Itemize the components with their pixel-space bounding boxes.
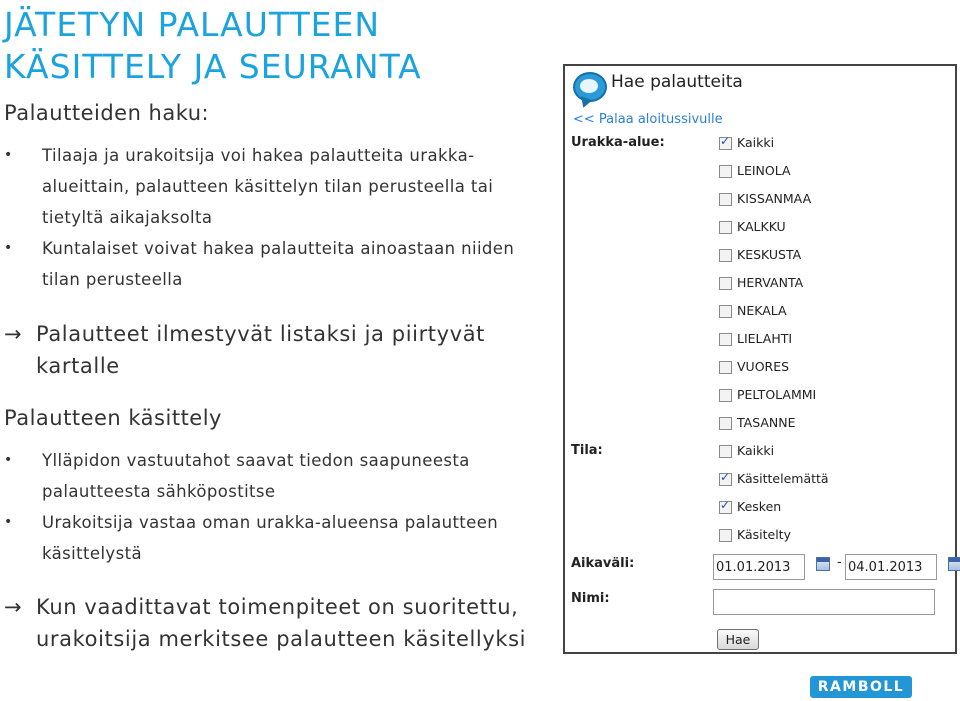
area-checkbox-label: KESKUSTA xyxy=(737,247,802,262)
status-checkbox-label: Käsittelemättä xyxy=(737,471,829,486)
status-checkbox[interactable] xyxy=(719,445,732,458)
bullet-symbol: • xyxy=(4,240,13,256)
area-label: Urakka-alue: xyxy=(571,135,665,150)
speech-bubble-icon xyxy=(573,72,607,102)
area-checkbox-label: NEKALA xyxy=(737,303,787,318)
date-from-input[interactable] xyxy=(713,554,805,580)
panel-title: Hae palautteita xyxy=(611,72,743,92)
status-checkbox[interactable] xyxy=(719,473,732,486)
area-checkbox-label: TASANNE xyxy=(737,415,796,430)
status-checkbox[interactable] xyxy=(719,529,732,542)
name-label: Nimi: xyxy=(571,591,610,606)
area-checkbox[interactable] xyxy=(719,193,732,206)
name-input[interactable] xyxy=(713,589,935,615)
search-feedback-panel xyxy=(563,64,957,654)
bullet-symbol: • xyxy=(4,452,13,468)
area-checkbox-label: Kaikki xyxy=(737,135,775,150)
date-to-input[interactable] xyxy=(845,554,937,580)
calendar-icon[interactable] xyxy=(948,557,960,571)
arrow-point-list-map: → Palautteet ilmestyvät listaksi ja piirtyvät kartalle xyxy=(4,318,544,382)
area-checkbox[interactable] xyxy=(719,389,732,402)
arrow-right-icon: → xyxy=(4,322,23,346)
area-checkbox-label: KALKKU xyxy=(737,219,786,234)
section-heading-processing: Palautteen käsittely xyxy=(4,406,222,430)
bullet-symbol: • xyxy=(4,147,13,163)
area-checkbox-label: VUORES xyxy=(737,359,790,374)
bullet-item: • Urakoitsija vastaa oman urakka-alueensa palautteen käsittelystä xyxy=(4,507,544,569)
status-label: Tila: xyxy=(571,443,603,458)
area-checkbox-label: PELTOLAMMI xyxy=(737,387,817,402)
area-checkbox[interactable] xyxy=(719,333,732,346)
section-heading-search: Palautteiden haku: xyxy=(4,101,210,125)
calendar-icon[interactable] xyxy=(816,557,830,571)
back-to-home-link[interactable]: << Palaa aloitussivulle xyxy=(573,112,723,127)
bullet-item: • Kuntalaiset voivat hakea palautteita ainoastaan niiden tilan perusteella xyxy=(4,233,544,295)
area-checkbox[interactable] xyxy=(719,277,732,290)
search-button[interactable]: Hae xyxy=(717,629,759,650)
ramboll-logo: RAMBOLL xyxy=(810,676,912,698)
date-separator: - xyxy=(837,555,842,570)
slide-title: JÄTETYN PALAUTTEEN KÄSITTELY JA SEURANTA xyxy=(4,5,422,86)
status-checkbox[interactable] xyxy=(719,501,732,514)
status-checkbox-label: Kaikki xyxy=(737,443,775,458)
status-checkbox-label: Kesken xyxy=(737,499,782,514)
area-checkbox-label: KISSANMAA xyxy=(737,191,812,206)
area-checkbox[interactable] xyxy=(719,221,732,234)
period-label: Aikaväli: xyxy=(571,556,635,571)
bullet-symbol: • xyxy=(4,514,13,530)
status-checkbox-label: Käsitelty xyxy=(737,527,791,542)
area-checkbox-label: HERVANTA xyxy=(737,275,804,290)
area-checkbox[interactable] xyxy=(719,361,732,374)
area-checkbox-label: LIELAHTI xyxy=(737,331,793,346)
arrow-right-icon: → xyxy=(4,595,23,619)
area-checkbox[interactable] xyxy=(719,165,732,178)
bullet-item: • Tilaaja ja urakoitsija voi hakea palautteita urakka-alueittain, palautteen käsittelyn tilan perusteella tai tietyltä aikajaksolta xyxy=(4,140,544,233)
area-checkbox[interactable] xyxy=(719,417,732,430)
area-checkbox-label: LEINOLA xyxy=(737,163,791,178)
area-checkbox[interactable] xyxy=(719,137,732,150)
bullet-item: • Ylläpidon vastuutahot saavat tiedon saapuneesta palautteesta sähköpostitse xyxy=(4,445,544,507)
area-checkbox[interactable] xyxy=(719,249,732,262)
processing-bullet-list xyxy=(4,445,544,569)
search-bullet-list xyxy=(4,140,544,295)
arrow-point-mark-processed: → Kun vaadittavat toimenpiteet on suoritettu, urakoitsija merkitsee palautteen käsitellyksi xyxy=(4,591,544,655)
area-checkbox[interactable] xyxy=(719,305,732,318)
